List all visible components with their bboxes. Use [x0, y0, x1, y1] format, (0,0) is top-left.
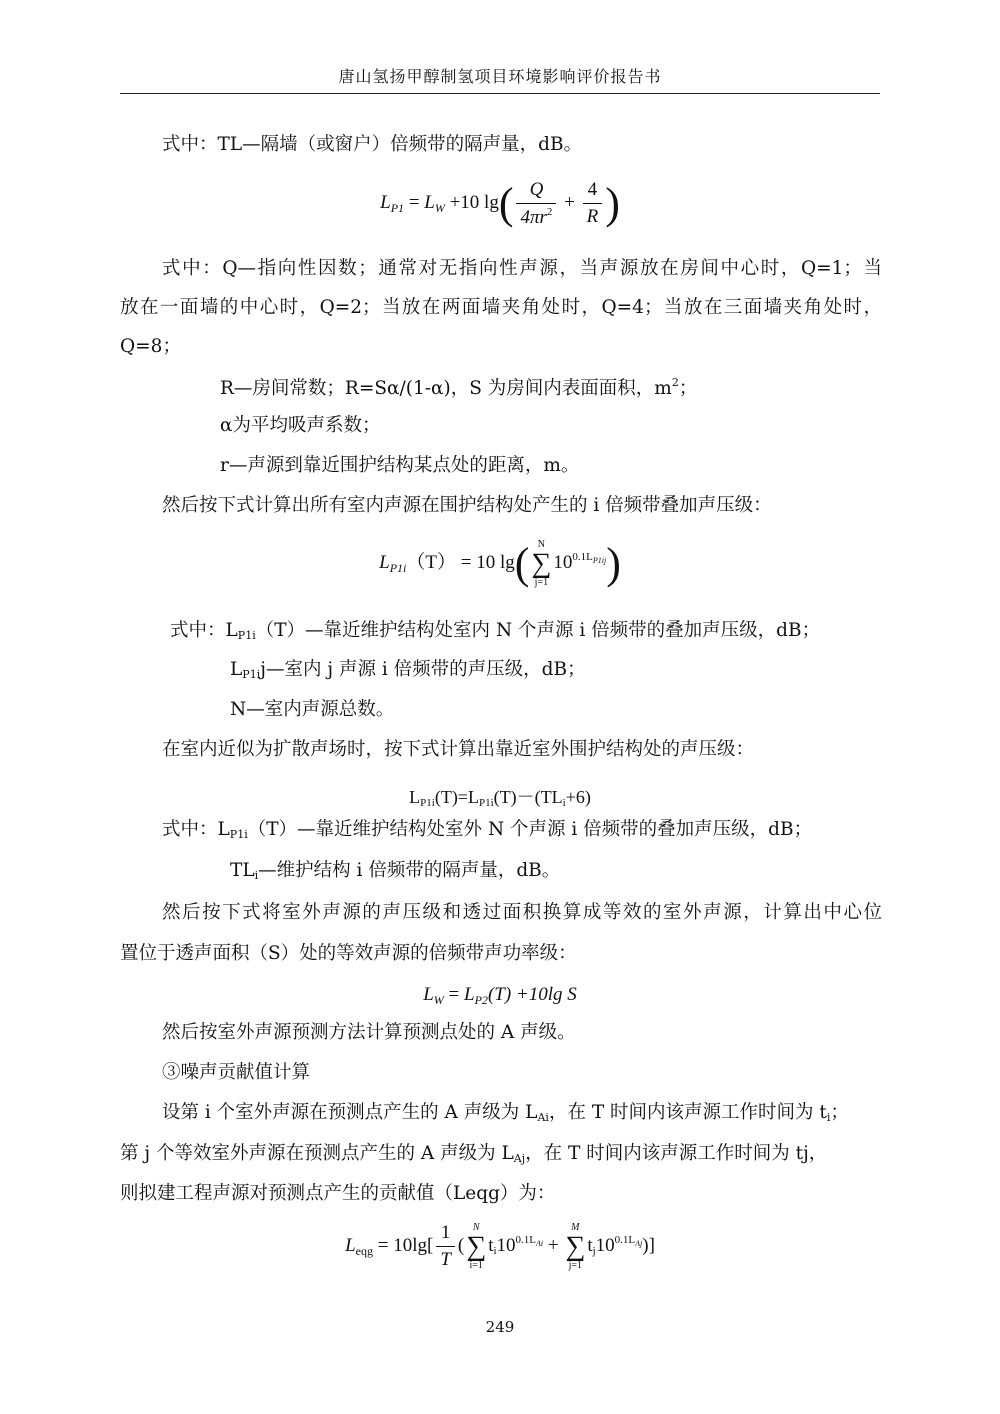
text-line: 式中：Q—指向性因数；通常对无指向性声源，当声源放在房间中心时，Q=1；当: [162, 258, 882, 279]
text-line: 置位于透声面积（S）处的等效声源的倍频带声功率级：: [120, 943, 577, 964]
text-line: 放在一面墙的中心时，Q=2；当放在两面墙夹角处时，Q=4；当放在三面墙夹角处时，: [120, 297, 882, 318]
text-line: R—房间常数；R=Sα/(1-α)，S 为房间内表面面积，$m^2$；: [220, 376, 698, 399]
text-line: 式中：TL—隔墙（或窗户）倍频带的隔声量，dB。: [162, 134, 583, 155]
text-line: 然后按下式将室外声源的声压级和透过面积换算成等效的室外声源，计算出中心位: [162, 902, 882, 923]
text-line: 然后按室外声源预测方法计算预测点处的 A 声级。: [162, 1022, 576, 1043]
text-line: 设第 i 个室外声源在预测点产生的 A 声级为 LAi，在 T 时间内该声源工作时间为 ti；: [162, 1102, 849, 1124]
text-line: 则拟建工程声源对预测点产生的贡献值（Leqg）为：: [120, 1183, 556, 1204]
equation-lp1i: $L_{P1i}(T) = 10$ lg( N ∑ j=1 $10^{0.1L_{P1ij}}$): [379, 538, 621, 588]
text-line: r—声源到靠近围护结构某点处的距离，m。: [220, 455, 580, 476]
text-line: N—室内声源总数。: [230, 699, 395, 720]
text-line: 在室内近似为扩散声场时，按下式计算出靠近室外围护结构处的声压级：: [162, 739, 755, 760]
text-line: 式中：LP1i（T）—靠近维护结构处室内 N 个声源 i 倍频带的叠加声压级，dB；: [170, 620, 821, 642]
text-line: Q=8；: [120, 336, 181, 357]
equation-lp1i-outdoor: LP1i(T)=LP1i(T)－(TLi+6): [409, 787, 591, 809]
page-header-title: 唐山氢扬甲醇制氢项目环境影响评价报告书: [338, 67, 662, 86]
section-heading: ③噪声贡献值计算: [162, 1062, 311, 1083]
equation-lw: $L_W = L_{P2}(T) +10\lg$ S: [423, 984, 577, 1007]
equation-leqg: $L_{eqg} = 10\lg$[ $\frac{1}{T}$ ( N ∑ i=1 $ti10^{0.1L_{Ai}}$ + M ∑ j=1 $tj10^{0.1L_{Aj}}$)]: [345, 1221, 655, 1271]
text-line: TLi—维护结构 i 倍频带的隔声量，dB。: [230, 860, 561, 882]
text-line: LP1ij—室内 j 声源 i 倍频带的声压级，dB；: [230, 659, 586, 681]
header-rule: [120, 93, 880, 94]
text-line: 式中：LP1i（T）—靠近维护结构处室外 N 个声源 i 倍频带的叠加声压级，dB；: [162, 819, 813, 841]
text-line: 然后按下式计算出所有室内声源在围护结构处产生的 i 倍频带叠加声压级：: [162, 495, 772, 516]
equation-lp1: $L_{P1} = L_W +10$ lg( $\frac{Q}{4\pi r^2}$ + $\frac{4}{R}$ ): [380, 178, 620, 228]
page-number: 249: [485, 1318, 515, 1336]
text-line: α为平均吸声系数；: [220, 415, 381, 436]
text-line: 第 j 个等效室外声源在预测点产生的 A 声级为 LAj，在 T 时间内该声源工作时间为 tj，: [120, 1143, 828, 1165]
